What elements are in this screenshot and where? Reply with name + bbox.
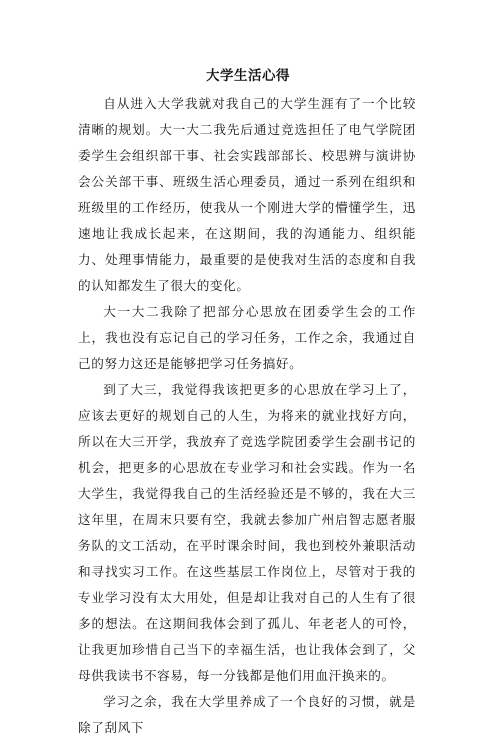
paragraph-4: 学习之余，我在大学里养成了一个良好的习惯，就是除了刮风下 — [78, 694, 416, 735]
paragraph-2: 大一大二我除了把部分心思放在团委学生会的工作上，我也没有忘记自己的学习任务，工作之余，我通过自己的努力这还是能够把学习任务搞好。 — [78, 304, 416, 371]
document-title: 大学生活心得 — [206, 68, 290, 84]
paragraph-3: 到了大三，我觉得我该把更多的心思放在学习上了，应该去更好的规划自己的人生，为将来的就业找好方向，所以在大三开学，我放弃了竞选学院团委学生会副书记的机会，把更多的心思放在专业学习和社会实践。作为一名大学生，我觉得我自己的生活经验还是不够的，我在大三这年里，在周末只要有空，我就去参加广州启智志愿者服务队的文工活动，在平时课余时间，我也到校外兼职活动和寻找实习工作。在这些基层工作岗位上，尽管对于我的专业学习没有太大用处，但是却让我对自己的人生有了很多的想法。在这期间我体会到了孤儿、年老老人的可怜，让我更加珍惜自己当下的幸福生活，也让我体会到了，父母供我读书不容易，每一分钱都是他们用血汗换来的。 — [78, 382, 416, 683]
paragraph-1: 自从进入大学我就对我自己的大学生涯有了一个比较清晰的规划。大一大二我先后通过竞选担任了电气学院团委学生会组织部干事、社会实践部部长、校思辨与演讲协会公关部干事、班级生活心理委员，通过一系列在组织和班级里的工作经历，使我从一个刚进大学的懵懂学生，迅速地让我成长起来，在这期间，我的沟通能力、组织能力、处理事情能力，最重要的是使我对生活的态度和自我的认知都发生了很大的变化。 — [78, 96, 416, 293]
document-body — [78, 91, 416, 741]
